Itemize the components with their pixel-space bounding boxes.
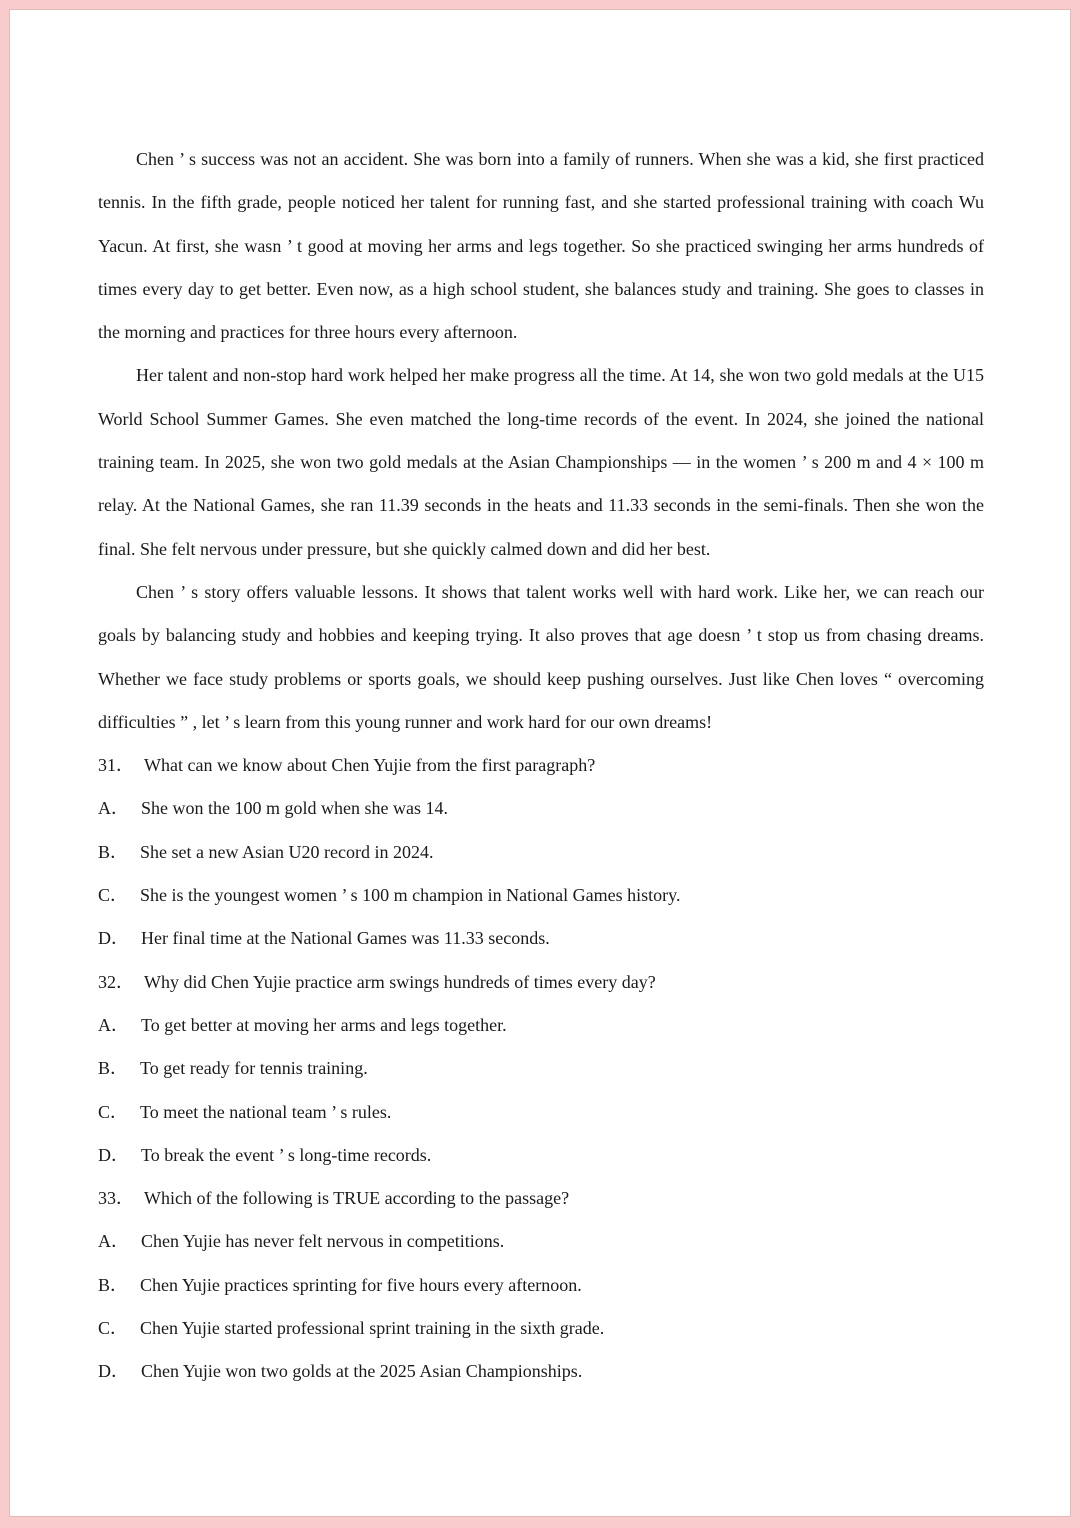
option-text: To break the event ’ s long-time records.	[141, 1144, 432, 1165]
option-letter: C．	[98, 1318, 129, 1339]
option-letter: A．	[98, 798, 129, 819]
option-text: She is the youngest women ’ s 100 m champion in National Games history.	[140, 885, 681, 906]
option-a	[98, 1004, 984, 1047]
question-stem	[98, 744, 984, 787]
option-text: Chen Yujie won two golds at the 2025 Asian Championships.	[141, 1361, 583, 1382]
option-c	[98, 1307, 984, 1350]
passage-paragraph-2: Her talent and non-stop hard work helped her make progress all the time. At 14, she won two gold medals at the U15 World School Summer Games. She even matched the long-time records of the event. In 2024, she joined the national training team. In 2025, she won two gold medals at the Asian Championships — in the women ’ s 200 m and 4 × 100 m relay. At the National Games, she ran 11.39 seconds in the heats and 11.33 seconds in the semi-finals. Then she won the final. She felt nervous under pressure, but she quickly calmed down and did her best.	[98, 365, 984, 559]
question-32	[98, 961, 984, 1177]
question-33	[98, 1177, 984, 1393]
option-letter: A．	[98, 1014, 129, 1035]
document-page	[9, 9, 1071, 1517]
option-a	[98, 1220, 984, 1263]
document-content	[98, 138, 984, 1394]
option-d	[98, 1350, 984, 1393]
question-stem	[98, 1177, 984, 1220]
option-letter: B．	[98, 841, 129, 862]
option-letter: A．	[98, 1231, 129, 1252]
question-31	[98, 744, 984, 960]
question-text: Which of the following is TRUE according to the passage?	[144, 1188, 570, 1209]
option-text: Chen Yujie practices sprinting for five hours every afternoon.	[140, 1274, 582, 1295]
option-letter: C．	[98, 1101, 129, 1122]
option-text: She won the 100 m gold when she was 14.	[141, 798, 448, 819]
question-number: 32．	[98, 971, 134, 992]
option-text: Chen Yujie has never felt nervous in competitions.	[141, 1231, 505, 1252]
option-letter: B．	[98, 1058, 129, 1079]
option-b	[98, 1047, 984, 1090]
option-text: To get better at moving her arms and legs together.	[141, 1014, 507, 1035]
option-b	[98, 1264, 984, 1307]
option-letter: D．	[98, 1144, 129, 1165]
option-text: Chen Yujie started professional sprint training in the sixth grade.	[140, 1318, 605, 1339]
option-c	[98, 874, 984, 917]
question-number: 31．	[98, 755, 134, 776]
option-a	[98, 787, 984, 830]
option-d	[98, 917, 984, 960]
passage-paragraph-3: Chen ’ s story offers valuable lessons. It shows that talent works well with hard work. Like her, we can reach our goals by balancing study and hobbies and keeping trying. It also proves that age doesn ’ t stop us from chasing dreams. Whether we face study problems or sports goals, we should keep pushing ourselves. Just like Chen loves “ overcoming difficulties ” , let ’ s learn from this young runner and work hard for our own dreams!	[98, 581, 984, 732]
option-letter: B．	[98, 1274, 129, 1295]
question-number: 33．	[98, 1188, 134, 1209]
option-letter: D．	[98, 1361, 129, 1382]
option-text: Her final time at the National Games was 11.33 seconds.	[141, 928, 550, 949]
option-text: She set a new Asian U20 record in 2024.	[140, 841, 434, 862]
option-c	[98, 1091, 984, 1134]
passage-paragraph-1: Chen ’ s success was not an accident. She was born into a family of runners. When she was a kid, she first practiced tennis. In the fifth grade, people noticed her talent for running fast, and she started professional training with coach Wu Yacun. At first, she wasn ’ t good at moving her arms and legs together. So she practiced swinging her arms hundreds of times every day to get better. Even now, as a high school student, she balances study and training. She goes to classes in the morning and practices for three hours every afternoon.	[98, 149, 984, 343]
option-text: To meet the national team ’ s rules.	[140, 1101, 392, 1122]
option-d	[98, 1134, 984, 1177]
option-text: To get ready for tennis training.	[140, 1058, 368, 1079]
reading-passage	[98, 138, 984, 744]
question-stem	[98, 961, 984, 1004]
question-text: Why did Chen Yujie practice arm swings hundreds of times every day?	[144, 971, 656, 992]
option-letter: D．	[98, 928, 129, 949]
option-letter: C．	[98, 885, 129, 906]
question-text: What can we know about Chen Yujie from the first paragraph?	[144, 755, 596, 776]
option-b	[98, 831, 984, 874]
